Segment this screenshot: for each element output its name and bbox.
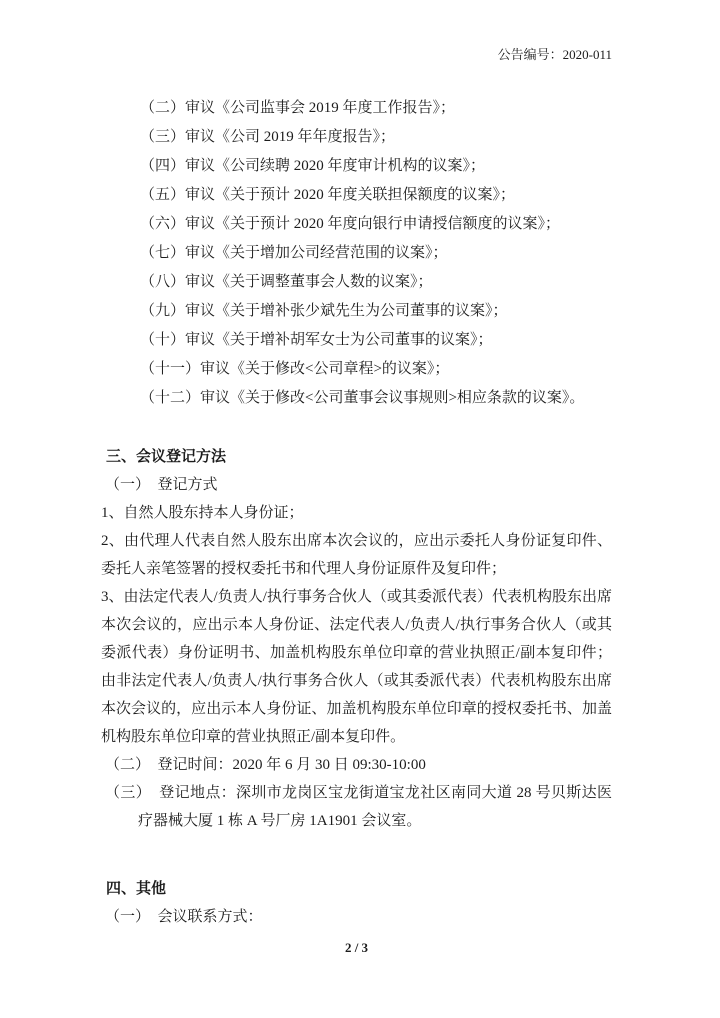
agenda-list: [101, 94, 612, 413]
registration-method-line: （一） 登记方式: [105, 477, 218, 493]
section4-heading: 四、其他: [106, 881, 167, 897]
agenda-item: （六）审议《关于预计 2020 年度向银行申请授信额度的议案》；: [140, 216, 561, 232]
agenda-item: （五）审议《关于预计 2020 年度关联担保额度的议案》；: [140, 187, 516, 203]
agenda-item: （十）审议《关于增补胡军女士为公司董事的议案》；: [140, 332, 493, 348]
registration-place-line: （三） 登记地点：深圳市龙岗区宝龙街道宝龙社区南同大道 28 号贝斯达医疗器械大厦 1 栋 A 号厂房 1A1901 会议室。: [105, 785, 612, 829]
section3-heading: 三、会议登记方法: [106, 449, 227, 465]
page-number: 2 / 3: [344, 940, 369, 955]
agenda-item: （十一）审议《关于修改<公司章程>的议案》；: [140, 361, 450, 377]
agenda-item: （二）审议《公司监事会 2019 年度工作报告》；: [140, 100, 456, 116]
agenda-item: （九）审议《关于增补张少斌先生为公司董事的议案》；: [140, 303, 508, 319]
agenda-item: （三）审议《公司 2019 年年度报告》；: [140, 129, 396, 145]
announcement-number: 公告编号：2020-011: [497, 47, 612, 62]
agenda-item: （八）审议《关于调整董事会人数的议案》；: [140, 274, 433, 290]
legal-representative-paragraph: 3、由法定代表人/负责人/执行事务合伙人（或其委派代表）代表机构股东出席本次会议的，应出示本人身份证、法定代表人/负责人/执行事务合伙人（或其委派代表）身份证明书、加盖机构股东单位印章的营业执照正/副本复印件；由非法定代表人/负责人/执行事务合伙人（或其委派代表）代表机构股东出席本次会议的，应出示本人身份证、加盖机构股东单位印章的授权委托书、加盖机构股东单位印章的营业执照正/副本复印件。: [101, 589, 612, 745]
agenda-item: （十二）审议《关于修改<公司董事会议事规则>相应条款的议案》。: [140, 390, 585, 406]
natural-person-line: 1、自然人股东持本人身份证；: [101, 505, 304, 521]
agenda-item: （四）审议《公司续聘 2020 年度审计机构的议案》；: [140, 158, 486, 174]
agenda-item: （七）审议《关于增加公司经营范围的议案》；: [140, 245, 448, 261]
contact-method-line: （一） 会议联系方式：: [105, 909, 263, 925]
agent-representation-paragraph: 2、由代理人代表自然人股东出席本次会议的，应出示委托人身份证复印件、委托人亲笔签署的授权委托书和代理人身份证原件及复印件；: [101, 533, 612, 577]
registration-time-line: （二） 登记时间：2020 年 6 月 30 日 09:30-10:00: [105, 757, 426, 773]
